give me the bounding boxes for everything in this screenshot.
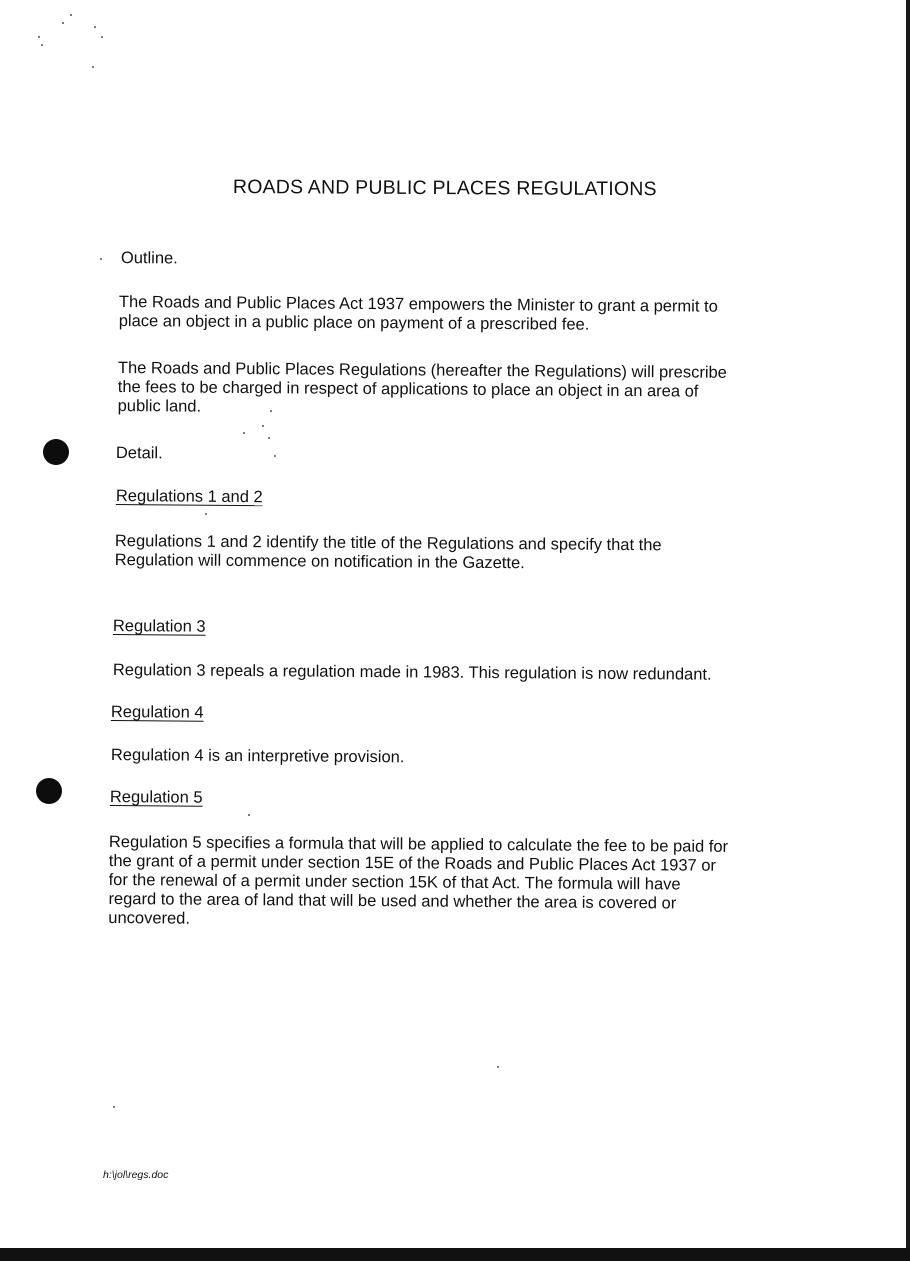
scan-speck — [100, 258, 102, 260]
scan-edge-bottom — [0, 1248, 910, 1261]
outline-heading: Outline. — [120, 249, 178, 268]
section-heading-regulation-5: Regulation 5 — [109, 788, 203, 807]
scan-speck — [205, 513, 207, 515]
document-title: ROADS AND PUBLIC PLACES REGULATIONS — [232, 176, 657, 201]
scan-speck — [101, 36, 103, 38]
scan-speck — [268, 437, 270, 439]
punch-hole-bottom — [36, 778, 62, 804]
scan-speck — [262, 425, 264, 427]
section-body-regulation-3 — [113, 661, 712, 685]
section-body-regulation-4 — [111, 746, 405, 767]
section-heading-regulations-1-2: Regulations 1 and 2 — [115, 487, 263, 507]
scan-speck — [92, 66, 94, 68]
scan-speck — [62, 22, 64, 24]
text-line: regard to the area of land that will be used and whether the area is covered or — [108, 889, 677, 913]
text-line: The Roads and Public Places Regulations (hereafter the Regulations) will prescribe — [117, 359, 727, 382]
scan-speck — [243, 432, 245, 434]
scan-speck — [70, 14, 72, 16]
scan-speck — [113, 1106, 115, 1108]
text-line: Regulation 4 is an interpretive provision. — [110, 746, 405, 767]
outline-paragraph-2 — [118, 359, 727, 421]
scan-speck — [274, 455, 276, 457]
text-line: Regulation 5 specifies a formula that will be applied to calculate the fee to be paid for — [108, 833, 729, 856]
text-line: uncovered. — [108, 908, 191, 928]
scan-speck — [94, 26, 96, 28]
text-line: Regulation 3 repeals a regulation made in 1983. This regulation is now redundant. — [112, 661, 712, 684]
text-line: place an object in a public place on payment of a prescribed fee. — [118, 311, 590, 334]
text-line: Regulation will commence on notification in the Gazette. — [114, 550, 525, 573]
scan-speck — [497, 1066, 499, 1068]
section-body-regulation-5 — [108, 833, 728, 933]
scan-speck — [248, 814, 250, 816]
scan-speck — [41, 44, 43, 46]
text-line: the fees to be charged in respect of applications to place an object in an area of — [117, 377, 699, 401]
punch-hole-top — [43, 439, 69, 465]
section-heading-regulation-3: Regulation 3 — [112, 617, 206, 636]
text-line: Regulations 1 and 2 identify the title of the Regulations and specify that the — [114, 532, 662, 555]
footer-file-path: h:\jol\regs.doc — [103, 1169, 169, 1181]
text-line: public land. — [117, 396, 202, 416]
text-line: the grant of a permit under section 15E of the Roads and Public Places Act 1937 or — [108, 851, 717, 875]
section-body-regulations-1-2 — [115, 532, 662, 574]
section-heading-regulation-4: Regulation 4 — [110, 703, 204, 722]
text-line: The Roads and Public Places Act 1937 empowers the Minister to grant a permit to — [118, 293, 718, 316]
detail-heading: Detail. — [115, 444, 163, 463]
scan-speck — [38, 36, 40, 38]
text-line: for the renewal of a permit under section 15K of that Act. The formula will have — [108, 870, 681, 894]
scan-edge-right — [906, 0, 910, 1261]
outline-paragraph-1 — [119, 293, 718, 336]
